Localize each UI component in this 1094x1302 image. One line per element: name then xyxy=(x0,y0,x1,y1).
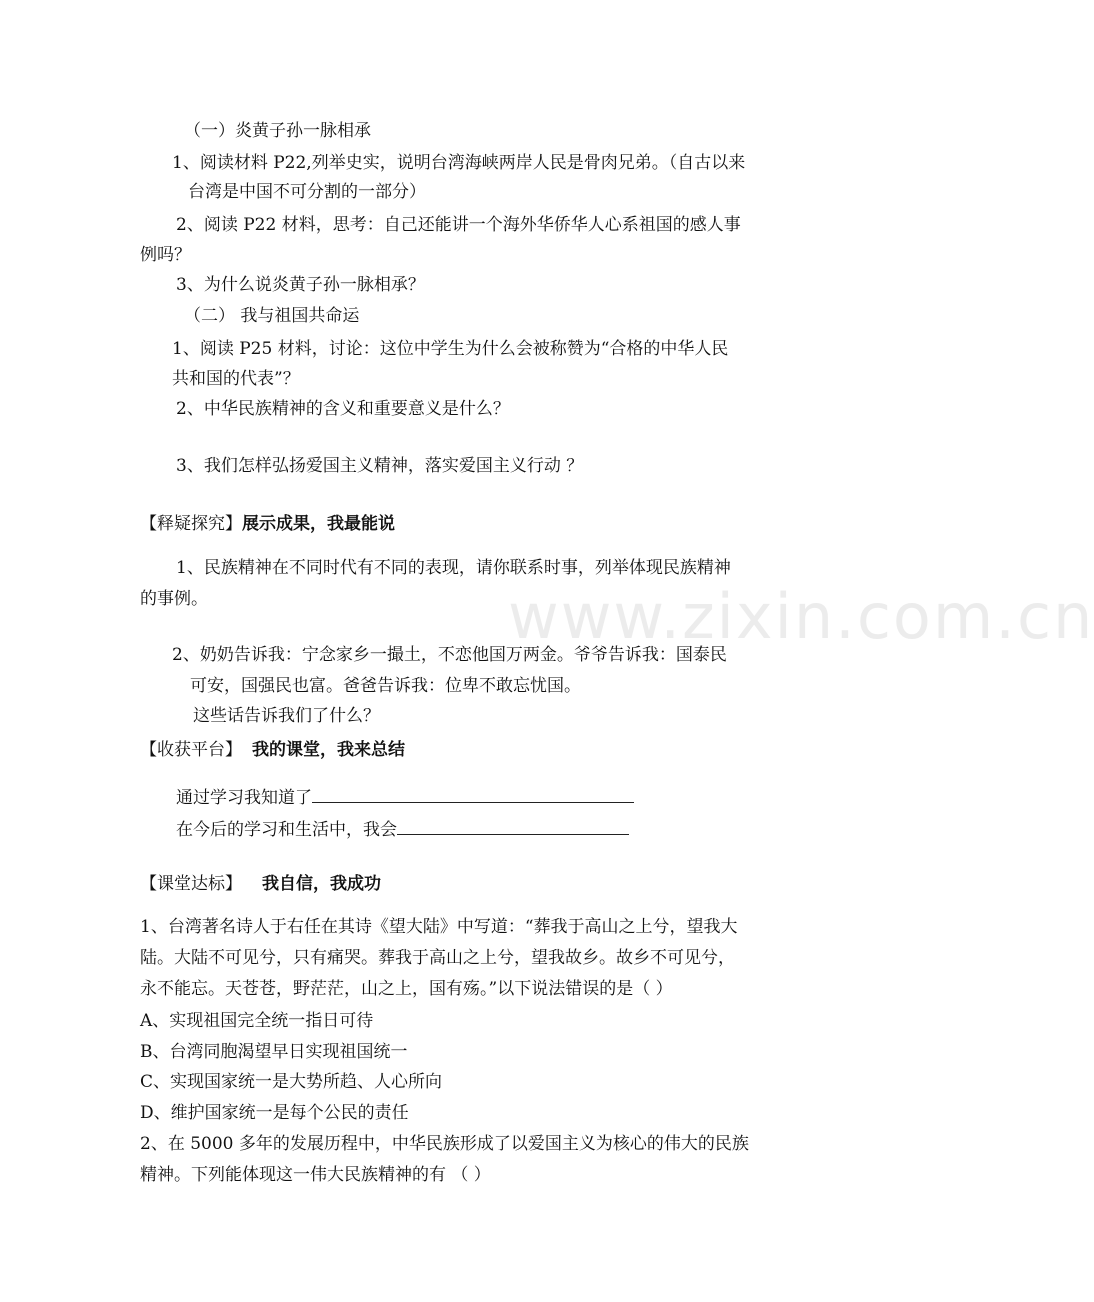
answer-blank-1[interactable] xyxy=(312,784,634,803)
option-d: D、维护国家统一是每个公民的责任 xyxy=(140,1103,409,1123)
harvest-line1: 通过学习我知道了 xyxy=(176,788,312,808)
section2-q1-line1: 1、阅读 P25 材料，讨论：这位中学生为什么会被称赞为“合格的中华人民 xyxy=(172,339,729,359)
standard-q2-line2: 精神。下列能体现这一伟大民族精神的有 （ ） xyxy=(140,1165,491,1185)
harvest-title: 我的课堂，我来总结 xyxy=(252,740,405,760)
explore-q2-line2: 可安，国强民也富。爸爸告诉我：位卑不敢忘忧国。 xyxy=(190,676,581,696)
standard-q1-line3: 永不能忘。天苍苍，野茫茫，山之上，国有殇。”以下说法错误的是（ ） xyxy=(140,979,673,999)
watermark: www.zixin.com.cn xyxy=(508,580,1094,653)
standard-q2-line1: 2、在 5000 多年的发展历程中，中华民族形成了以爱国主义为核心的伟大的民族 xyxy=(140,1134,749,1154)
option-c: C、实现国家统一是大势所趋、人心所向 xyxy=(140,1072,443,1092)
explore-q2-line3: 这些话告诉我们了什么？ xyxy=(193,706,380,726)
section1-heading: （一）炎黄子孙一脉相承 xyxy=(184,121,371,141)
harvest-tag: 【收获平台】 xyxy=(140,740,242,760)
explore-title: 展示成果，我最能说 xyxy=(242,514,395,534)
option-a: A、实现祖国完全统一指日可待 xyxy=(140,1011,374,1031)
section1-q1-line2: 台湾是中国不可分割的一部分） xyxy=(188,182,426,202)
section2-heading: （二） 我与祖国共命运 xyxy=(184,306,360,326)
explore-q2-line1: 2、奶奶告诉我：宁念家乡一撮土，不恋他国万两金。爷爷告诉我：国泰民 xyxy=(172,645,727,665)
standard-header xyxy=(140,873,381,895)
harvest-line2-row xyxy=(176,816,629,841)
section2-q3: 3、我们怎样弘扬爱国主义精神，落实爱国主义行动 ？ xyxy=(176,456,584,476)
section1-q2-line1: 2、阅读 P22 材料，思考：自己还能讲一个海外华侨华人心系祖国的感人事 xyxy=(176,215,741,235)
harvest-line1-row xyxy=(176,784,634,809)
section1-q2-line2: 例吗？ xyxy=(140,245,191,265)
section2-q1-line2: 共和国的代表”？ xyxy=(172,369,300,389)
explore-q1-line2: 的事例。 xyxy=(140,589,208,609)
standard-tag: 【课堂达标】 xyxy=(140,874,242,894)
standard-q1-line2: 陆。大陆不可见兮，只有痛哭。葬我于高山之上兮，望我故乡。故乡不可见兮， xyxy=(140,948,735,968)
explore-header xyxy=(140,513,395,535)
standard-title: 我自信，我成功 xyxy=(262,874,381,894)
harvest-line2: 在今后的学习和生活中，我会 xyxy=(176,820,397,840)
standard-q1-line1: 1、台湾著名诗人于右任在其诗《望大陆》中写道：“葬我于高山之上兮，望我大 xyxy=(140,917,738,937)
section1-q1-line1: 1、阅读材料 P22,列举史实，说明台湾海峡两岸人民是骨肉兄弟。（自古以来 xyxy=(172,153,746,173)
section1-q3: 3、为什么说炎黄子孙一脉相承？ xyxy=(176,275,425,295)
answer-blank-2[interactable] xyxy=(397,816,629,835)
explore-q1-line1: 1、民族精神在不同时代有不同的表现，请你联系时事，列举体现民族精神 xyxy=(176,558,731,578)
harvest-header xyxy=(140,739,405,761)
option-b: B、台湾同胞渴望早日实现祖国统一 xyxy=(140,1042,408,1062)
explore-tag: 【释疑探究】 xyxy=(140,514,242,534)
section2-q2: 2、中华民族精神的含义和重要意义是什么？ xyxy=(176,399,510,419)
